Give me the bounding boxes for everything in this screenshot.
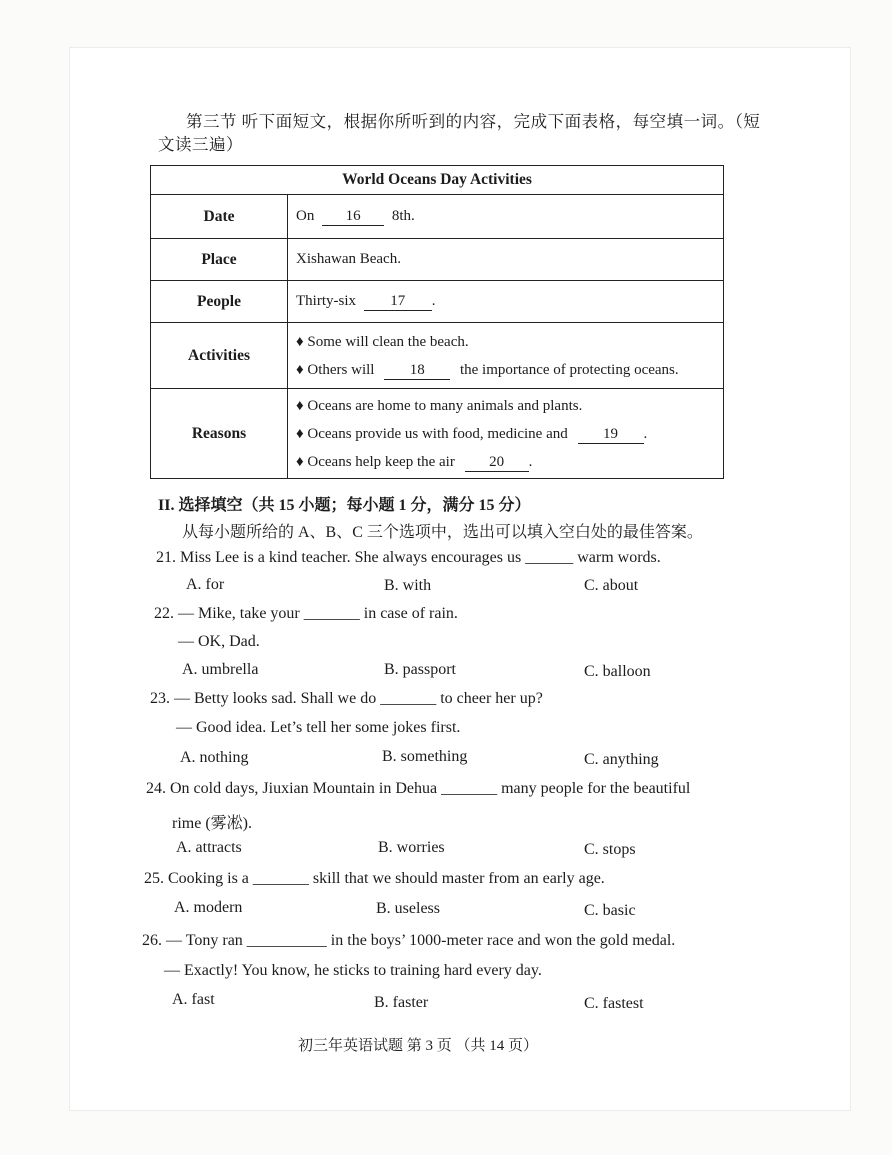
row-value: Thirty-six 17 .	[288, 281, 724, 323]
table-row-people	[151, 281, 724, 323]
option-a: A. nothing	[180, 749, 249, 766]
activities-table	[150, 165, 724, 479]
option-a: A. modern	[174, 899, 243, 916]
question-21: 21. Miss Lee is a kind teacher. She always encourages us ______ warm words.	[156, 549, 661, 566]
option-a: A. attracts	[176, 839, 242, 856]
part2-instruction: 从每小题所给的 A、B、C 三个选项中，选出可以填入空白处的最佳答案。	[182, 524, 703, 541]
option-b: B. something	[382, 748, 468, 765]
option-c: C. balloon	[584, 663, 651, 680]
page-footer: 初三年英语试题 第 3 页 （共 14 页）	[298, 1038, 539, 1054]
question-24: 24. On cold days, Jiuxian Mountain in Dehua _______ many people for the beautiful	[146, 780, 691, 797]
question-22-reply: — OK, Dad.	[178, 633, 260, 650]
question-24-cont: rime (雾凇).	[172, 815, 252, 832]
option-b: B. with	[384, 577, 432, 594]
blank-16: 16	[322, 208, 384, 226]
option-a: A. fast	[172, 991, 215, 1008]
table-title: World Oceans Day Activities	[151, 166, 724, 195]
question-25: 25. Cooking is a _______ skill that we should master from an early age.	[144, 870, 605, 887]
option-b: B. faster	[374, 994, 429, 1011]
question-22: 22. — Mike, take your _______ in case of rain.	[154, 605, 458, 622]
blank-20: 20	[465, 454, 529, 472]
row-label: Date	[151, 195, 288, 239]
part2-heading: II. 选择填空（共 15 小题；每小题 1 分，满分 15 分）	[158, 497, 531, 514]
option-c: C. anything	[584, 751, 659, 768]
row-label: Reasons	[151, 389, 288, 479]
question-23-reply: — Good idea. Let’s tell her some jokes first.	[176, 719, 461, 736]
table-row-date	[151, 195, 724, 239]
table-row-activities	[151, 323, 724, 389]
option-c: C. basic	[584, 902, 636, 919]
row-value: ♦ Oceans are home to many animals and plants. ♦ Oceans provide us with food, medicine and 19 . ♦ Oceans help keep the air 20 .	[288, 389, 724, 479]
option-c: C. fastest	[584, 995, 644, 1012]
option-b: B. worries	[378, 839, 445, 856]
section3-instruction: 第三节 听下面短文，根据你所听到的内容，完成下面表格，每空填一词。（短	[186, 112, 761, 131]
option-c: C. stops	[584, 841, 636, 858]
row-value: ♦ Some will clean the beach. ♦ Others will 18 the importance of protecting oceans.	[288, 323, 724, 389]
question-23: 23. — Betty looks sad. Shall we do _______ to cheer her up?	[150, 690, 543, 707]
table-row-place	[151, 239, 724, 281]
table-row-reasons	[151, 389, 724, 479]
question-26-reply: — Exactly! You know, he sticks to training hard every day.	[164, 962, 542, 979]
blank-19: 19	[578, 426, 644, 444]
option-a: A. umbrella	[182, 661, 259, 678]
option-b: B. useless	[376, 900, 440, 917]
option-b: B. passport	[384, 661, 456, 678]
blank-17: 17	[364, 293, 432, 311]
section3-instruction-cont: 文读三遍）	[158, 135, 243, 154]
option-a: A. for	[186, 576, 225, 593]
row-value: Xishawan Beach.	[288, 239, 724, 281]
blank-18: 18	[384, 362, 450, 380]
row-value: On 16 8th.	[288, 195, 724, 239]
question-26: 26. — Tony ran __________ in the boys’ 1000-meter race and won the gold medal.	[142, 932, 676, 949]
row-label: People	[151, 281, 288, 323]
row-label: Place	[151, 239, 288, 281]
row-label: Activities	[151, 323, 288, 389]
option-c: C. about	[584, 577, 639, 594]
